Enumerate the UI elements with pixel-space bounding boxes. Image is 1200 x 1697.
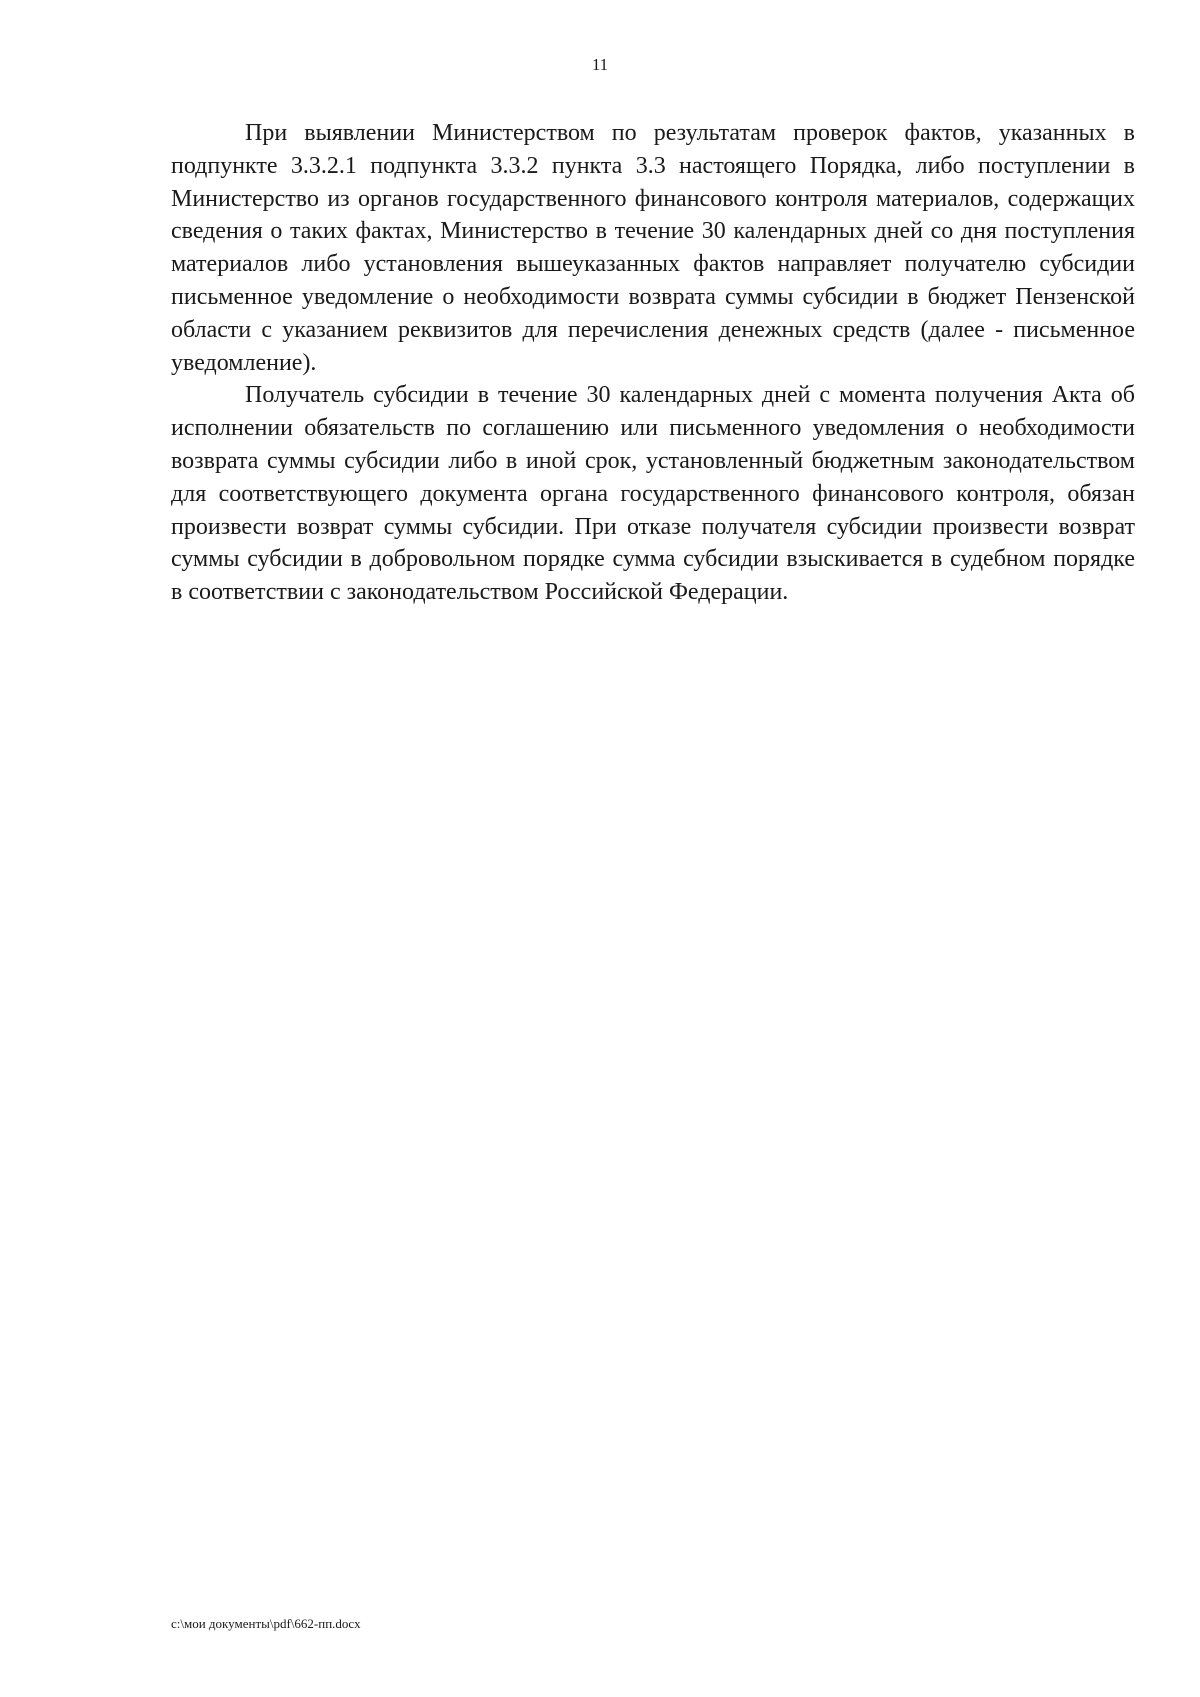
page-number: 11 bbox=[591, 55, 609, 74]
paragraph-return-notification: При выявлении Министерством по результатам проверок фактов, указанных в подпункте 3.3.2.1 подпункта 3.3.2 пункта 3.3 настоящего Порядка, либо поступлении в Министерство из органов государственного финансового контроля материалов, содержащих сведения о таких фактах, Министерство в течение 30 календарных дней со дня поступления материалов либо установления вышеуказанных фактов направляет получателю субсидии письменное уведомление о необходимости возврата суммы субсидии в бюджет Пензенской области с указанием реквизитов для перечисления денежных средств (далее - письменное уведомление). bbox=[171, 120, 1135, 376]
footer-file-path: c:\мои документы\pdf\662-пп.docx bbox=[171, 1616, 361, 1631]
paragraph-subsidy-return: Получатель субсидии в течение 30 календарных дней с момента получения Акта об исполнении обязательств по соглашению или письменного уведомления о необходимости возврата суммы субсидии либо в иной срок, установленный бюджетным законодательством для соответствующего документа органа государственного финансового контроля, обязан произвести возврат суммы субсидии. При отказе получателя субсидии произвести возврат суммы субсидии в добровольном порядке сумма субсидии взыскивается в судебном порядке в соответствии с законодательством Российской Федерации. bbox=[171, 382, 1135, 606]
document-body bbox=[171, 117, 1135, 609]
